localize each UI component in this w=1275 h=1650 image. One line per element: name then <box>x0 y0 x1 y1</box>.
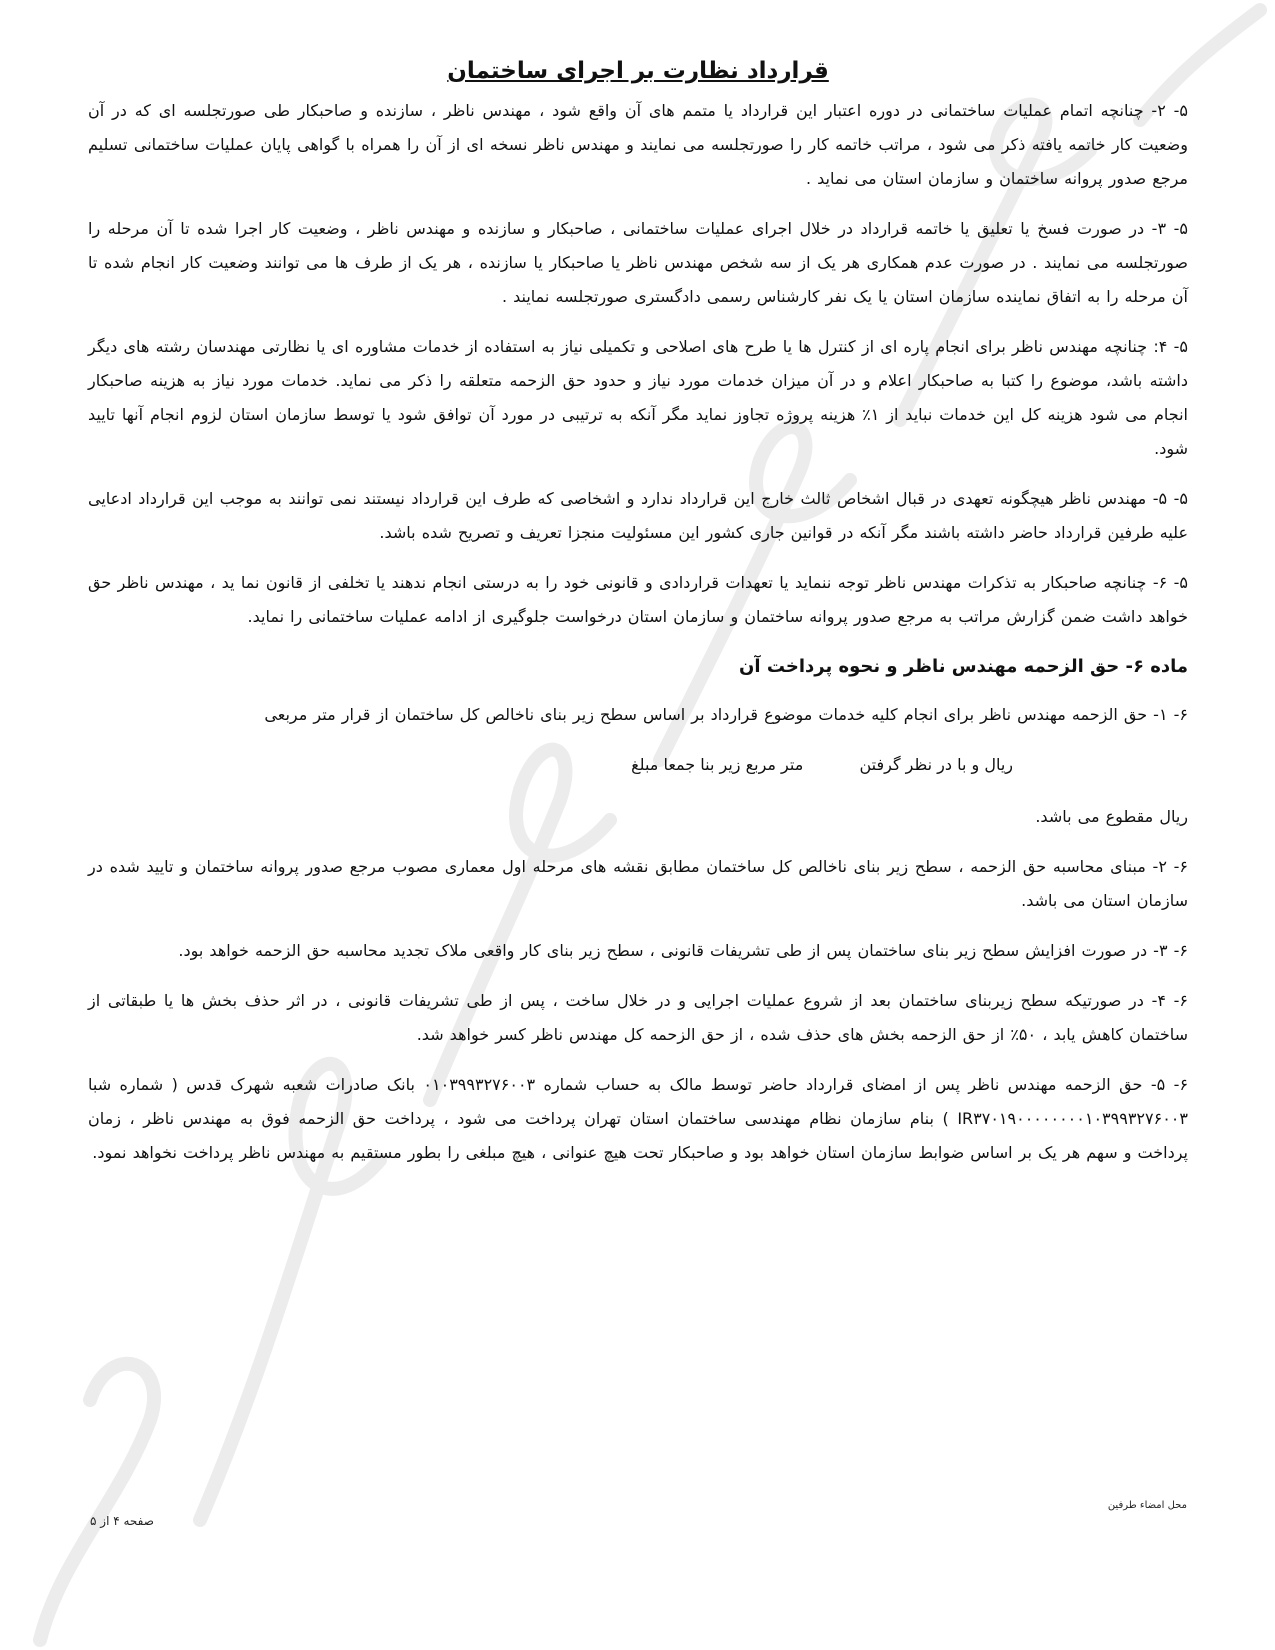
clause-5-4: ۵- ۴: چنانچه مهندس ناظر برای انجام پاره ای از کنترل ها یا طرح های اصلاحی و تکمیلی نیاز به استفاده از خدمات مشاوره ای یا نظارتی مهندسان رشته های دیگر داشته باشد، موضوع را کتبا به صاحبکار اعلام و در آن میزان خدمات مورد نیاز و حدود حق الزحمه متعلقه را ذکر می نماید. خدمات مورد نیاز به هزینه صاحبکار انجام می شود هزینه کل این خدمات نباید از ۱٪ هزینه پروژه تجاوز نماید مگر آنکه به ترتیبی در مورد آن توافق شود یا توسط سازمان استان لزوم انجام آنها تایید شود. <box>88 337 1189 458</box>
fee-amount-end: ریال مقطوع می باشد. <box>1035 807 1188 826</box>
clause-6-1: ۶- ۱- حق الزحمه مهندس ناظر برای انجام کلیه خدمات موضوع قرارداد بر اساس سطح زیر بنای ناخالص کل ساختمان از قرار متر مربعی <box>264 705 1188 724</box>
clause-6-3: ۶- ۳- در صورت افزایش سطح زیر بنای ساختمان پس از طی تشریفات قانونی ، سطح زیر بنای کار واقعی ملاک تجدید محاسبه حق الزحمه خواهد بود. <box>178 941 1188 960</box>
fee-amount-line <box>88 748 1188 782</box>
page-number: صفحه ۴ از ۵ <box>90 1514 154 1528</box>
fee-amount-part2: متر مربع زیر بنا جمعا مبلغ <box>631 755 804 774</box>
clause-5-6: ۵- ۶- چنانچه صاحبکار به تذکرات مهندس ناظر توجه ننماید یا تعهدات قراردادی و قانونی خود را به درستی انجام ندهند یا تخلفی از قانون نما ید ، مهندس ناظر حق خواهد داشت ضمن گزارش مراتب به مرجع صدور پروانه ساختمان و سازمان استان درخواست جلوگیری از ادامه عملیات ساختمانی را نماید. <box>88 573 1189 626</box>
clause-5-3: ۵- ۳- در صورت فسخ یا تعلیق یا خاتمه قرارداد در خلال اجرای عملیات ساختمانی ، صاحبکار و سازنده و مهندس ناظر ، وضعیت کار اجرا شده تا آن مرحله را صورتجلسه می نمایند . در صورت عدم همکاری هر یک از سه شخص مهندس ناظر یا صاحبکار یا سازنده ، هر یک از طرف ها می توانند وضعیت کار انجام شده تا آن مرحله را به اتفاق نماینده سازمان استان یا یک نفر کارشناس رسمی دادگستری صورتجلسه نمایند . <box>88 219 1189 306</box>
document-body <box>88 58 1188 1186</box>
clause-6-2: ۶- ۲- مبنای محاسبه حق الزحمه ، سطح زیر بنای ناخالص کل ساختمان مطابق نقشه های مرحله اول معماری مصوب مرجع صدور پروانه ساختمان و تایید شده در سازمان استان می باشد. <box>88 857 1189 910</box>
signature-place-label: محل امضاء طرفین <box>1107 1500 1187 1511</box>
clause-5-2: ۵- ۲- چنانچه اتمام عملیات ساختمانی در دوره اعتبار این قرارداد یا متمم های آن واقع شود ، مهندس ناظر ، سازنده و صاحبکار طی صورتجلسه ای که در آن وضعیت کار خاتمه یافته ذکر می شود ، مراتب خاتمه کار را صورتجلسه می نمایند و مهندس ناظر نسخه ای از آن را همراه با گواهی پایان عملیات ساختمانی تسلیم مرجع صدور پروانه ساختمان و سازمان استان می نماید . <box>88 101 1189 188</box>
document-title: قرارداد نظارت بر اجرای ساختمان <box>447 58 829 84</box>
clause-6-4: ۶- ۴- در صورتیکه سطح زیربنای ساختمان بعد از شروع عملیات اجرایی و در خلال ساخت ، پس از طی تشریفات قانونی ، در اثر حذف بخش ها یا طبقاتی از ساختمان کاهش یابد ، ۵۰٪ از حق الزحمه بخش های حذف شده ، از حق الزحمه کل مهندس ناظر کسر خواهد شد. <box>88 991 1189 1044</box>
fee-amount-part1: ریال و با در نظر گرفتن <box>859 755 1013 774</box>
clause-6-5: ۶- ۵- حق الزحمه مهندس ناظر پس از امضای قرارداد حاضر توسط مالک به حساب شماره ۰۱۰۳۹۹۳۲۷۶۰۰۳ بانک صادرات شعبه شهرک قدس ( شماره شبا IR۳۷۰۱۹۰۰۰۰۰۰۰۰۱۰۳۹۹۳۲۷۶۰۰۳ ) بنام سازمان نظام مهندسی ساختمان استان تهران پرداخت می شود ، پرداخت حق الزحمه فوق به مهندس ناظر ، زمان پرداخت و سهم هر یک بر اساس ضوابط سازمان استان خواهد بود و صاحبکار تحت هیچ عنوانی ، هیچ مبلغی را بطور مستقیم به مهندس ناظر پرداخت نخواهد نمود. <box>88 1075 1189 1162</box>
clause-5-5: ۵- ۵- مهندس ناظر هیچگونه تعهدی در قبال اشخاص ثالث خارج این قرارداد ندارد و اشخاصی که طرف این قرارداد نیستند نمی توانند به موجب این قرارداد ادعایی علیه طرفین قرارداد حاضر داشته باشند مگر آنکه در قوانین جاری کشور این مسئولیت منجزا تعریف و تصریح شده باشد. <box>88 489 1189 542</box>
article-6-heading: ماده ۶- حق الزحمه مهندس ناظر و نحوه پرداخت آن <box>739 656 1188 677</box>
